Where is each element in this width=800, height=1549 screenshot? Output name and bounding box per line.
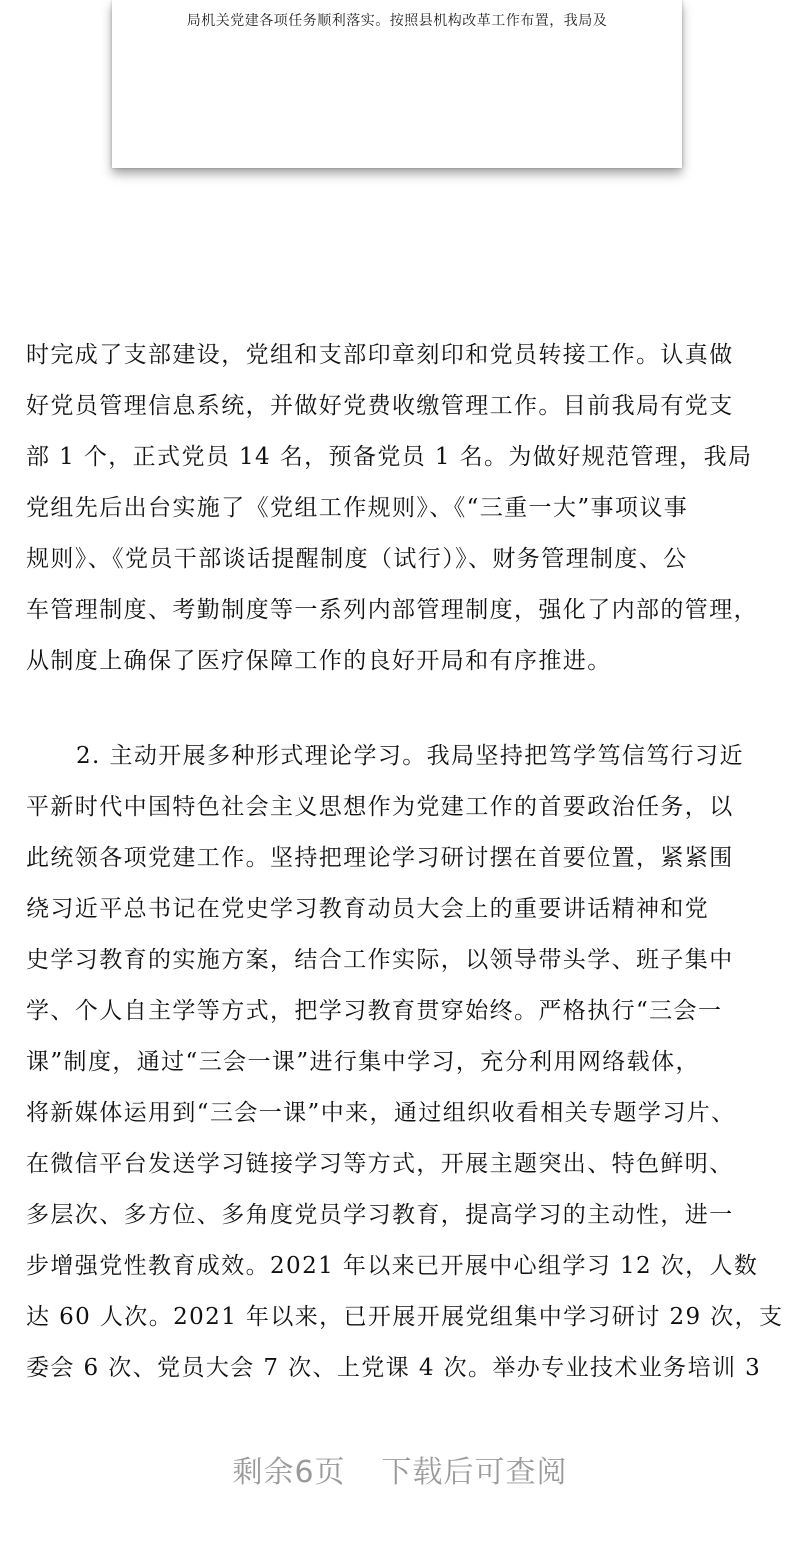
download-to-view-label: 下载后可查阅 [381,1455,568,1490]
text-line: 在微信平台发送学习链接学习等方式，开展主题突出、特色鲜明、 [26,1151,734,1177]
text-line: 时完成了支部建设，党组和支部印章刻印和党员转接工作。认真做 [26,342,734,368]
page-preview-card [112,0,682,168]
text-line: 学、个人自主学等方式，把学习教育贯穿始终。严格执行“三会一 [26,998,723,1024]
text-line: 车管理制度、考勤制度等一系列内部管理制度，强化了内部的管理， [26,597,758,623]
remaining-pages-notice[interactable] [0,1447,800,1491]
remaining-pages-label: 剩余6页 [232,1455,346,1490]
text-line: 好党员管理信息系统，并做好党费收缴管理工作。目前我局有党支 [26,393,734,419]
text-line: 绕习近平总书记在党史学习教育动员大会上的重要讲话精神和党 [26,896,710,922]
paragraph-2 [26,731,786,1394]
text-line: 多层次、多方位、多角度党员学习教育，提高学习的主动性，进一 [26,1202,734,1228]
preview-text-line: 局机关党建各项任务顺利落实。按照县机构改革工作布置，我局及 [186,13,608,29]
text-line: 平新时代中国特色社会主义思想作为党建工作的首要政治任务，以 [26,794,734,820]
text-line: 委会 6 次、党员大会 7 次、上党课 4 次。举办专业技术业务培训 3 [26,1355,762,1381]
text-line: 此统领各项党建工作。坚持把理论学习研讨摆在首要位置，紧紧围 [26,845,734,871]
text-line: 从制度上确保了医疗保障工作的良好开局和有序推进。 [26,648,612,674]
text-line: 课”制度，通过“三会一课”进行集中学习，充分利用网络载体， [26,1049,700,1075]
text-line: 史学习教育的实施方案，结合工作实际，以领导带头学、班子集中 [26,947,734,973]
text-line: 达 60 人次。2021 年以来，已开展开展党组集中学习研讨 29 次，支 [26,1304,784,1330]
text-line: 步增强党性教育成效。2021 年以来已开展中心组学习 12 次，人数 [26,1253,759,1279]
text-line: 将新媒体运用到“三会一课”中来，通过组织收看相关专题学习片、 [26,1100,736,1126]
text-line: 2. 主动开展多种形式理论学习。我局坚持把笃学笃信笃行习近 [76,743,744,769]
text-line: 党组先后出台实施了《党组工作规则》、《“三重一大”事项议事 [26,495,689,521]
paragraph-gap [26,687,786,731]
text-line: 部 1 个，正式党员 14 名，预备党员 1 名。为做好规范管理，我局 [26,444,753,470]
paragraph-1 [26,330,786,687]
text-line: 规则》、《党员干部谈话提醒制度（试行）》、财务管理制度、公 [26,546,688,572]
document-body [26,330,786,1394]
